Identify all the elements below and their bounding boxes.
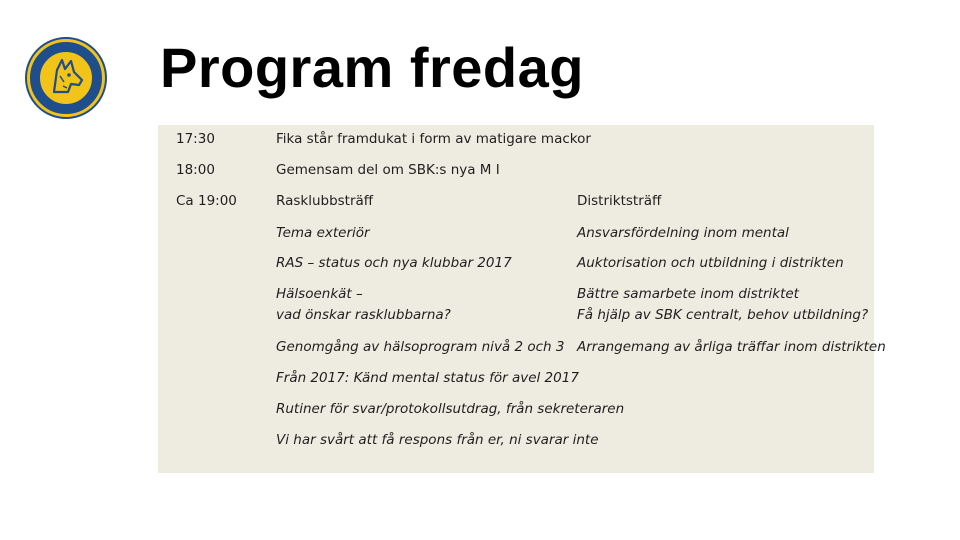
rasklubb-item: Vi har svårt att få respons från er, ni svarar inte	[276, 432, 599, 448]
rasklubb-item: Från 2017: Känd mental status för avel 2017	[276, 370, 579, 386]
page-title: Program fredag	[160, 36, 584, 99]
schedule-time: 18:00	[176, 162, 215, 178]
distrikt-item: Arrangemang av årliga träffar inom distrikten	[577, 339, 886, 355]
rasklubb-item: Tema exteriör	[276, 225, 370, 241]
distrikt-item: Få hjälp av SBK centralt, behov utbildning?	[577, 307, 869, 323]
rasklubb-item: RAS – status och nya klubbar 2017	[276, 255, 512, 271]
rasklubb-item: vad önskar rasklubbarna?	[276, 307, 451, 323]
rasklubb-item: Genomgång av hälsoprogram nivå 2 och 3	[276, 339, 565, 355]
rasklubb-heading: Rasklubbsträff	[276, 193, 374, 209]
rasklubb-item: Rutiner för svar/protokollsutdrag, från sekreteraren	[276, 401, 625, 417]
distrikt-item: Bättre samarbete inom distriktet	[577, 286, 799, 302]
rasklubb-item: Hälsoenkät –	[276, 286, 363, 302]
schedule-time: 17:30	[176, 131, 215, 147]
schedule-entry: Gemensam del om SBK:s nya M I	[276, 162, 500, 178]
schedule-entry: Fika står framdukat i form av matigare mackor	[276, 131, 591, 147]
schedule-panel	[158, 125, 886, 473]
club-logo	[24, 36, 108, 120]
distrikt-item: Auktorisation och utbildning i distrikten	[577, 255, 844, 271]
distrikt-item: Ansvarsfördelning inom mental	[577, 225, 789, 241]
distrikt-heading: Distriktsträff	[577, 193, 662, 209]
schedule-time: Ca 19:00	[176, 193, 237, 209]
